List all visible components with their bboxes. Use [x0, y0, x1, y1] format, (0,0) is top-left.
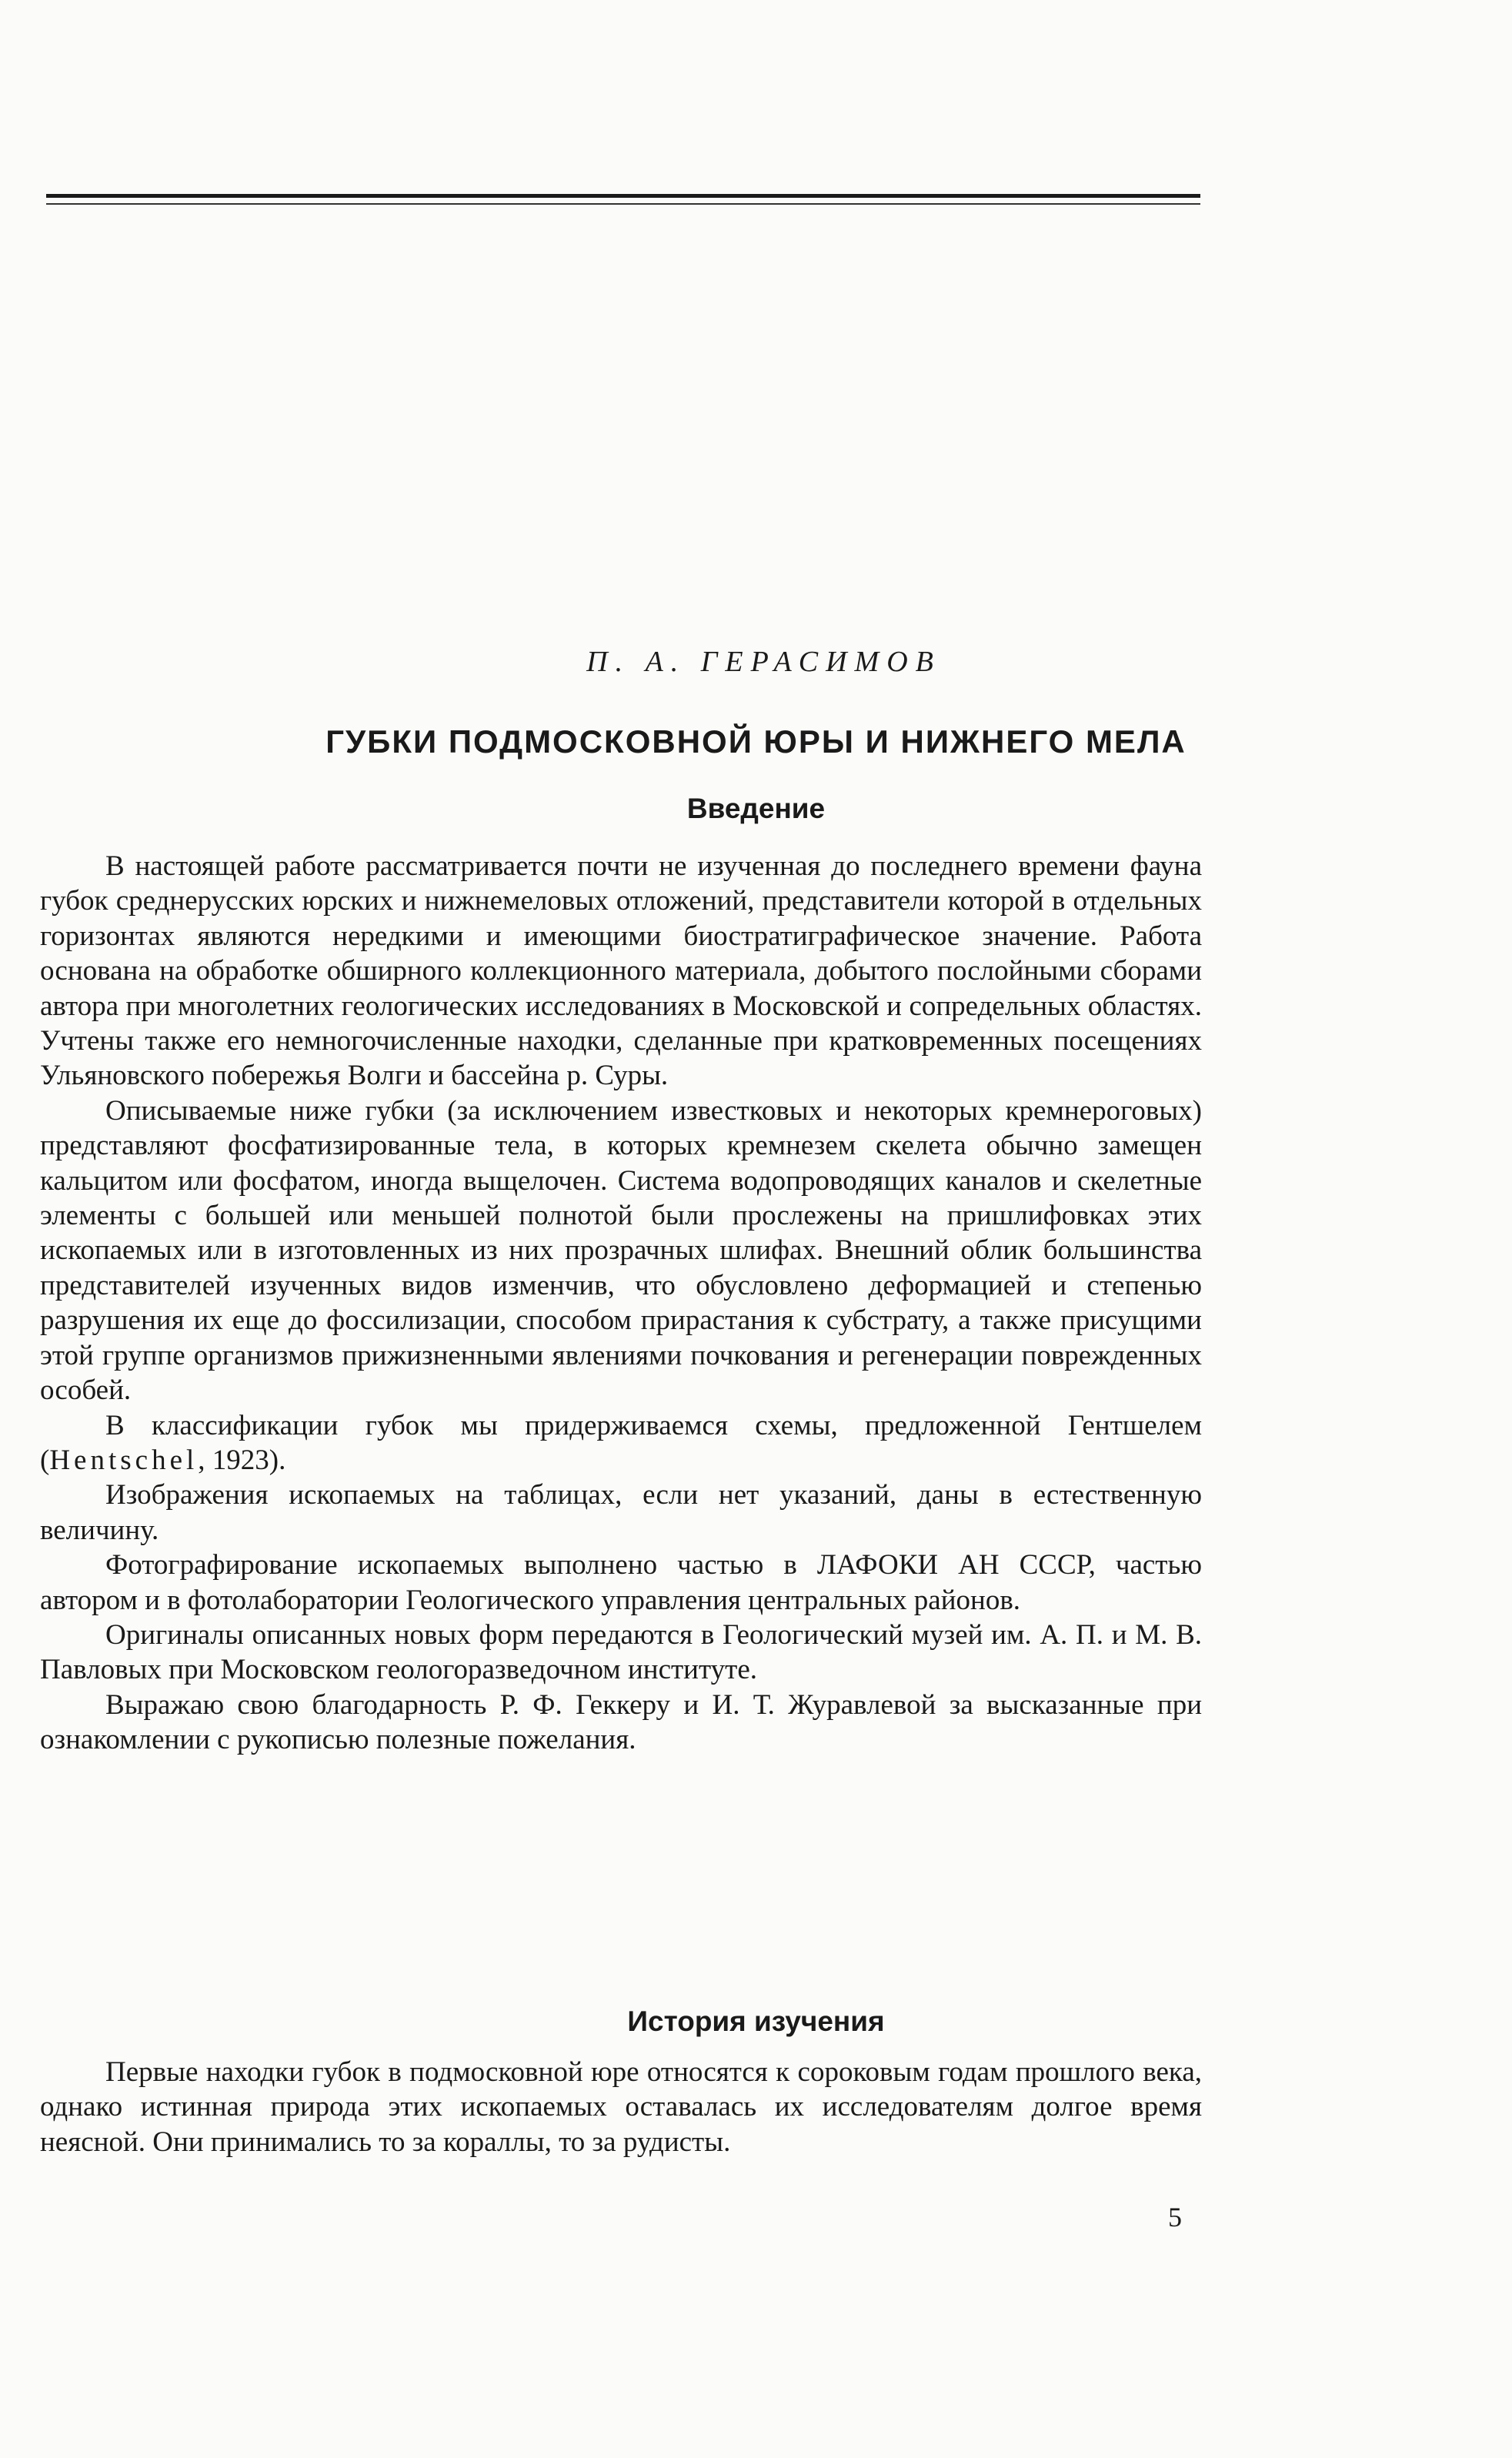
author-name: П. А. ГЕРАСИМОВ: [586, 646, 941, 678]
paragraph-text: В классификации губок мы придерживаемся схемы, предложенной Гентшелем (: [40, 1409, 1202, 1476]
section-heading-history: История изучения: [627, 2005, 885, 2037]
page-number: 5: [1168, 2202, 1182, 2233]
paragraph: [40, 1408, 1202, 1478]
section-heading-introduction: Введение: [686, 793, 826, 824]
paragraph: Изображения ископаемых на таблицах, если нет указаний, даны в естественную величину.: [40, 1479, 1202, 1546]
paragraph: Фотографирование ископаемых выполнено частью в ЛАФОКИ АН СССР, частью автором и в фотолаборатории Геологического управления центральных районов.: [40, 1549, 1202, 1616]
header-rule: [46, 194, 1200, 198]
history-text: [40, 2055, 1202, 2159]
paragraph: Первые находки губок в подмосковной юре относятся к сороковым годам прошлого века, однако истинная природа этих ископаемых оставалась их исследователям долгое время неясной. Они принимались то за кораллы, то за рудисты.: [40, 2056, 1202, 2158]
paragraph: Оригиналы описанных новых форм передаются в Геологический музей им. А. П. и М. В. Павловых при Московском геологоразведочном институте.: [40, 1618, 1202, 1686]
introduction-text: [40, 849, 1202, 1758]
cited-author: Hentschel: [49, 1444, 199, 1476]
article-title: ГУБКИ ПОДМОСКОВНОЙ ЮРЫ И НИЖНЕГО МЕЛА: [325, 723, 1187, 760]
paragraph: Выражаю свою благодарность Р. Ф. Геккеру и И. Т. Журавлевой за высказанные при ознакомлении с рукописью полезные пожелания.: [40, 1688, 1202, 1756]
paragraph: В настоящей работе рассматривается почти не изученная до последнего времени фауна губок среднерусских юрских и нижнемеловых отложений, представители которой в отдельных горизонтах являются нередкими и имеющими биостратиграфическое значение. Работа основана на обработке обширного коллекционного материала, добытого послойными сборами автора при многолетних геологических исследованиях в Московской и сопредельных областях. Учтены также его немногочисленные находки, сделанные при кратковременных посещениях Ульяновского побережья Волги и бассейна р. Суры.: [40, 850, 1202, 1092]
paragraph: Описываемые ниже губки (за исключением известковых и некоторых кремнероговых) представляют фосфатизированные тела, в которых кремнезем скелета обычно замещен кальцитом или фосфатом, иногда выщелочен. Система водопроводящих каналов и скелетные элементы с большей или меньшей полнотой были прослежены на пришлифовках этих ископаемых или в изготовленных из них прозрачных шлифах. Внешний облик большинства представителей изученных видов изменчив, что обусловлено деформацией и степенью разрушения их еще до фоссилизации, способом прирастания к субстрату, а также присущими этой группе организмов прижизненными явлениями почкования и регенерации поврежденных особей.: [40, 1094, 1202, 1407]
paragraph-text: , 1923).: [198, 1444, 286, 1476]
header-rule-thin: [46, 203, 1200, 205]
